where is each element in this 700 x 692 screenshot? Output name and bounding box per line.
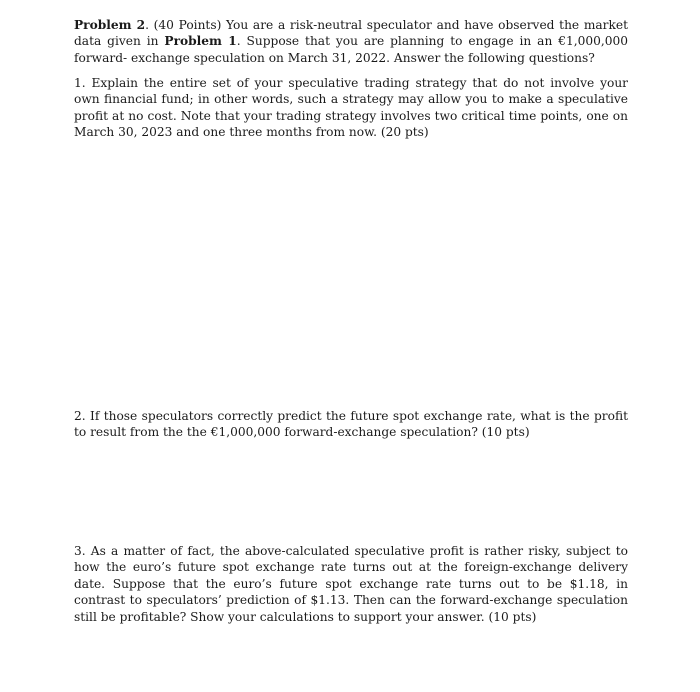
problem-intro-text-b: . Suppose that you are planning to engage in an €1,000,000 forward- exchange speculation on March 31, 2022. Answer the following questions?	[74, 34, 628, 65]
question-1: 1. Explain the entire set of your speculative trading strategy that do not involve your own financial fund; in other words, such a strategy may allow you to make a speculative profit at no cost. Note that your trading strategy involves two critical time points, one on March 30, 2023 and one three months from now. (20 pts)	[74, 76, 628, 140]
question-2: 2. If those speculators correctly predict the future spot exchange rate, what is the profit to result from the the €1,000,000 forward-exchange speculation? (10 pts)	[74, 409, 628, 440]
problem-intro-text-a: You are a risk-neutral speculator and have observed the market data given in	[74, 18, 628, 49]
problem-heading: Problem 2	[74, 18, 146, 32]
problem-points: . (40 Points)	[145, 18, 222, 32]
problem-reference: Problem 1	[164, 34, 237, 49]
problem-intro	[74, 17, 628, 66]
question-3: 3. As a matter of fact, the above-calculated speculative profit is rather risky, subject to how the euro’s future spot exchange rate turns out at the foreign-exchange delivery date. Suppose that the euro’s future spot exchange rate turns out to be $1.18, in contrast to speculators’ prediction of $1.13. Then can the forward-exchange speculation still be profitable? Show your calculations to support your answer. (10 pts)	[74, 544, 628, 624]
